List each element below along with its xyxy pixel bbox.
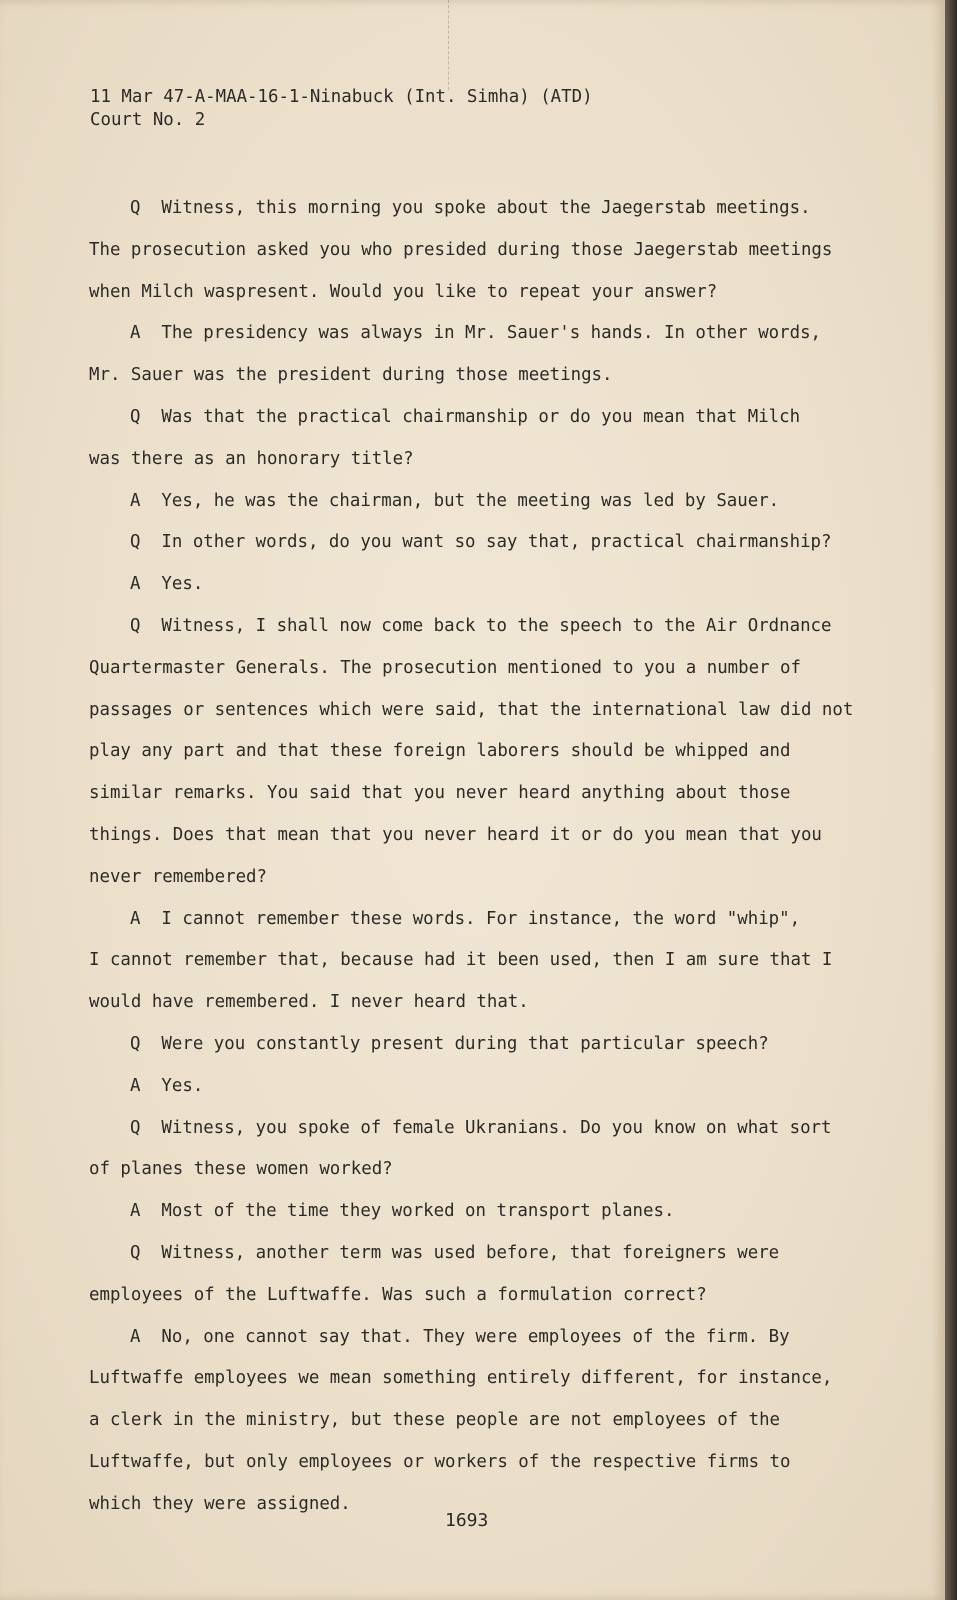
transcript-line: Luftwaffe, but only employees or workers of the respective firms to — [89, 1451, 791, 1472]
transcript-line: things. Does that mean that you never heard it or do you mean that you — [89, 824, 822, 845]
transcript-line: Q Witness, this morning you spoke about the Jaegerstab meetings. — [130, 198, 811, 218]
header-session-line: 11 Mar 47-A-MAA-16-1-Ninabuck (Int. Simha) (ATD) — [90, 87, 593, 107]
transcript-line: A No, one cannot say that. They were employees of the firm. By — [130, 1326, 790, 1347]
transcript-line: I cannot remember that, because had it been used, then I am sure that I — [89, 950, 833, 971]
page-edge-shadow — [945, 0, 957, 1600]
transcript-line: Luftwaffe employees we mean something entirely different, for instance, — [89, 1368, 833, 1389]
transcript-line: was there as an honorary title? — [89, 448, 414, 469]
transcript-line: Q In other words, do you want so say that, practical chairmanship? — [130, 532, 832, 553]
transcript-line: of planes these women worked? — [89, 1159, 393, 1180]
page-number: 1693 — [445, 1510, 489, 1531]
transcript-line: A Yes. — [130, 1075, 204, 1096]
transcript-line: would have remembered. I never heard that. — [89, 992, 529, 1013]
transcript-line: which they were assigned. — [89, 1493, 351, 1514]
transcript-line: Q Witness, another term was used before, that foreigners were — [130, 1242, 780, 1263]
transcript-line: when Milch waspresent. Would you like to repeat your answer? — [89, 281, 718, 302]
transcript-line: A The presidency was always in Mr. Sauer's hands. In other words, — [130, 323, 822, 344]
transcript-line: Q Witness, I shall now come back to the speech to the Air Ordnance — [130, 615, 832, 636]
transcript-line: A Most of the time they worked on transport planes. — [130, 1201, 675, 1222]
transcript-line: employees of the Luftwaffe. Was such a formulation correct? — [89, 1284, 707, 1305]
transcript-line: play any part and that these foreign laborers should be whipped and — [89, 741, 791, 762]
document-header — [90, 86, 593, 132]
transcript-line: never remembered? — [89, 866, 267, 887]
transcript-line: A Yes, he was the chairman, but the meeting was led by Sauer. — [130, 490, 780, 511]
transcript-line: Q Were you constantly present during that particular speech? — [130, 1033, 769, 1054]
transcript-line: Q Was that the practical chairmanship or do you mean that Milch — [130, 406, 801, 427]
transcript-line: The prosecution asked you who presided during those Jaegerstab meetings — [89, 239, 833, 260]
header-court-line: Court No. 2 — [90, 110, 206, 130]
transcript-line: A I cannot remember these words. For instance, the word "whip", — [130, 908, 801, 929]
transcript-body — [89, 188, 859, 1526]
transcript-line: Mr. Sauer was the president during those meetings. — [89, 365, 613, 386]
transcript-line: Q Witness, you spoke of female Ukranians. Do you know on what sort — [130, 1117, 832, 1138]
transcript-line: A Yes. — [130, 574, 204, 595]
transcript-line: a clerk in the ministry, but these people are not employees of the — [89, 1410, 781, 1431]
transcript-line: Quartermaster Generals. The prosecution mentioned to you a number of — [89, 657, 801, 678]
transcript-line: passages or sentences which were said, that the international law did not — [89, 699, 854, 720]
transcript-line: similar remarks. You said that you never heard anything about those — [89, 783, 791, 804]
paper-fold-mark — [448, 0, 450, 90]
